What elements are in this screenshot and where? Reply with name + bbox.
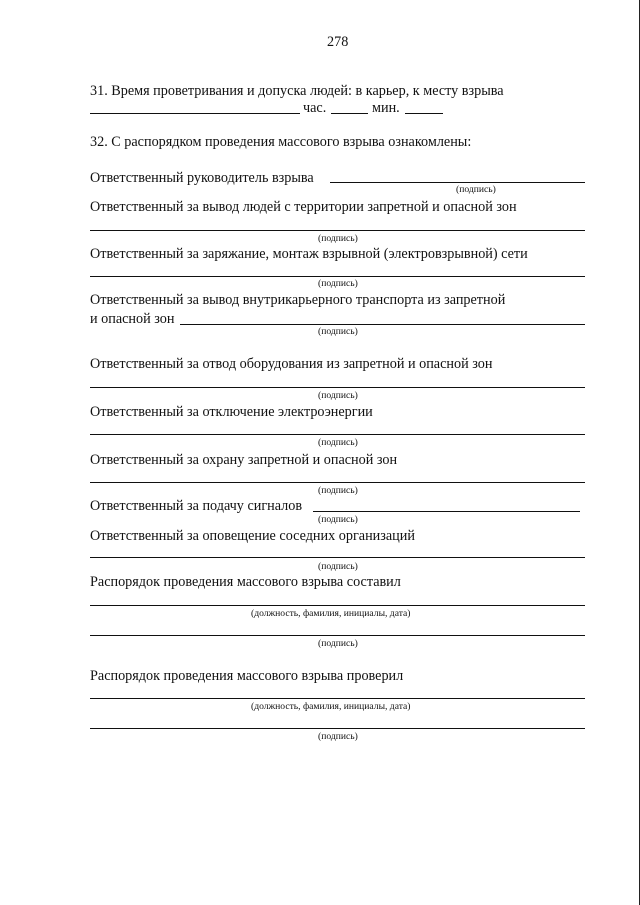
checked-position-line[interactable] <box>90 698 585 699</box>
charging-label: Ответственный за заряжание, монтаж взрывной (электровзрывной) сети <box>90 246 528 262</box>
checked-signature-line[interactable] <box>90 728 585 729</box>
signature-caption: (подпись) <box>318 326 358 337</box>
power-off-signature-line[interactable] <box>90 434 585 435</box>
item31-text: 31. Время проветривания и допуска людей: в карьер, к месту взрыва <box>90 83 504 99</box>
neighbors-label: Ответственный за оповещение соседних организаций <box>90 528 415 544</box>
signals-label: Ответственный за подачу сигналов <box>90 498 303 514</box>
people-removal-label: Ответственный за вывод людей с территории запретной и опасной зон <box>90 199 517 215</box>
compiled-label: Распорядок проведения массового взрыва составил <box>90 574 401 590</box>
exit-time-field[interactable] <box>90 113 300 114</box>
signature-caption: (подпись) <box>318 514 358 525</box>
power-off-label: Ответственный за отключение электроэнергии <box>90 404 373 420</box>
signature-caption: (подпись) <box>318 485 358 496</box>
minutes-field[interactable] <box>405 113 443 114</box>
signature-caption: (подпись) <box>318 233 358 244</box>
position-name-caption: (должность, фамилия, инициалы, дата) <box>251 701 411 712</box>
transport-signature-line[interactable] <box>180 324 585 325</box>
transport-label-line1: Ответственный за вывод внутрикарьерного транспорта из запретной <box>90 292 506 308</box>
page-number: 278 <box>327 34 349 50</box>
equipment-label: Ответственный за отвод оборудования из запретной и опасной зон <box>90 356 493 372</box>
signals-signature-line[interactable] <box>313 511 580 512</box>
signature-caption: (подпись) <box>318 561 358 572</box>
signature-caption: (подпись) <box>318 278 358 289</box>
people-removal-signature-line[interactable] <box>90 230 585 231</box>
checked-label: Распорядок проведения массового взрыва проверил <box>90 668 404 684</box>
signature-caption: (подпись) <box>318 390 358 401</box>
guard-label: Ответственный за охрану запретной и опасной зон <box>90 452 398 468</box>
position-name-caption: (должность, фамилия, инициалы, дата) <box>251 608 411 619</box>
signature-caption: (подпись) <box>318 638 358 649</box>
hours-label: час. <box>303 100 327 116</box>
item32-title: 32. С распорядком проведения массового взрыва ознакомлены: <box>90 134 472 150</box>
signature-caption: (подпись) <box>318 437 358 448</box>
signature-caption: (подпись) <box>318 731 358 742</box>
neighbors-signature-line[interactable] <box>90 557 585 558</box>
transport-label-line2: и опасной зон <box>90 311 175 327</box>
compiled-signature-line[interactable] <box>90 635 585 636</box>
blast-leader-signature-line[interactable] <box>330 182 585 183</box>
hours-field[interactable] <box>331 113 368 114</box>
signature-caption: (подпись) <box>456 184 496 195</box>
guard-signature-line[interactable] <box>90 482 585 483</box>
charging-signature-line[interactable] <box>90 276 585 277</box>
equipment-signature-line[interactable] <box>90 387 585 388</box>
minutes-label: мин. <box>372 100 400 116</box>
blast-leader-label: Ответственный руководитель взрыва <box>90 170 314 186</box>
compiled-position-line[interactable] <box>90 605 585 606</box>
